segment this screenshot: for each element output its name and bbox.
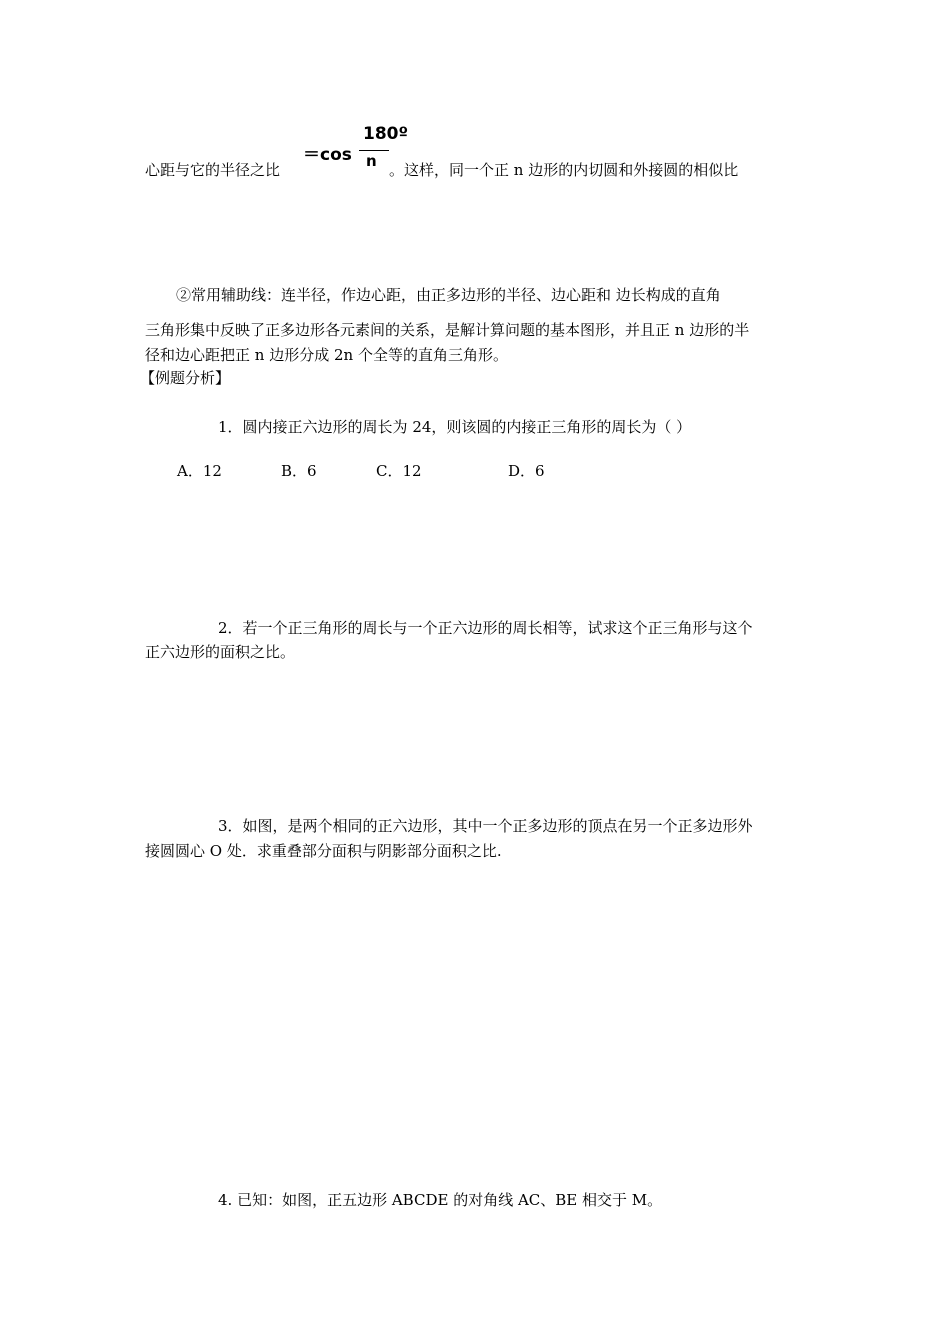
- cos-formula: [303, 124, 409, 174]
- question-3-line2: 接圆圆心 O 处．求重叠部分面积与阴影部分面积之比.: [145, 842, 502, 860]
- q1-choice-b: B．6: [281, 462, 317, 480]
- question-2-line2: 正六边形的面积之比。: [145, 643, 296, 661]
- question-2-line1: 2．若一个正三角形的周长与一个正六边形的周长相等，试求这个正三角形与这个: [218, 619, 753, 637]
- para2-line2: 三角形集中反映了正多边形各元素间的关系，是解计算问题的基本图形，并且正 n 边形的半: [145, 321, 750, 339]
- q1-choice-c: C．12: [376, 462, 422, 480]
- question-1: 1．圆内接正六边形的周长为 24，则该圆的内接正三角形的周长为（ ）: [218, 418, 692, 436]
- section-heading: 【例题分析】: [140, 369, 231, 387]
- q1-choice-d: D．6: [508, 462, 545, 480]
- para1-prefix: 心距与它的半径之比: [145, 161, 281, 179]
- formula-numerator: 180º: [363, 124, 409, 144]
- para2-line1: ②常用辅助线：连半径，作边心距，由正多边形的半径、边心距和 边长构成的直角: [176, 286, 721, 304]
- formula-eq-cos: ＝cos: [303, 145, 352, 165]
- question-4: 4. 已知：如图，正五边形 ABCDE 的对角线 AC、BE 相交于 M。: [218, 1191, 663, 1209]
- formula-denominator: n: [366, 152, 377, 170]
- q1-choice-a: A．12: [177, 462, 222, 480]
- question-3-line1: 3．如图，是两个相同的正六边形，其中一个正多边形的顶点在另一个正多边形外: [218, 817, 753, 835]
- para2-line3: 径和边心距把正 n 边形分成 2n 个全等的直角三角形。: [145, 346, 508, 364]
- fraction-bar: [359, 150, 389, 151]
- para1-suffix: 。这样，同一个正 n 边形的内切圆和外接圆的相似比: [389, 161, 739, 179]
